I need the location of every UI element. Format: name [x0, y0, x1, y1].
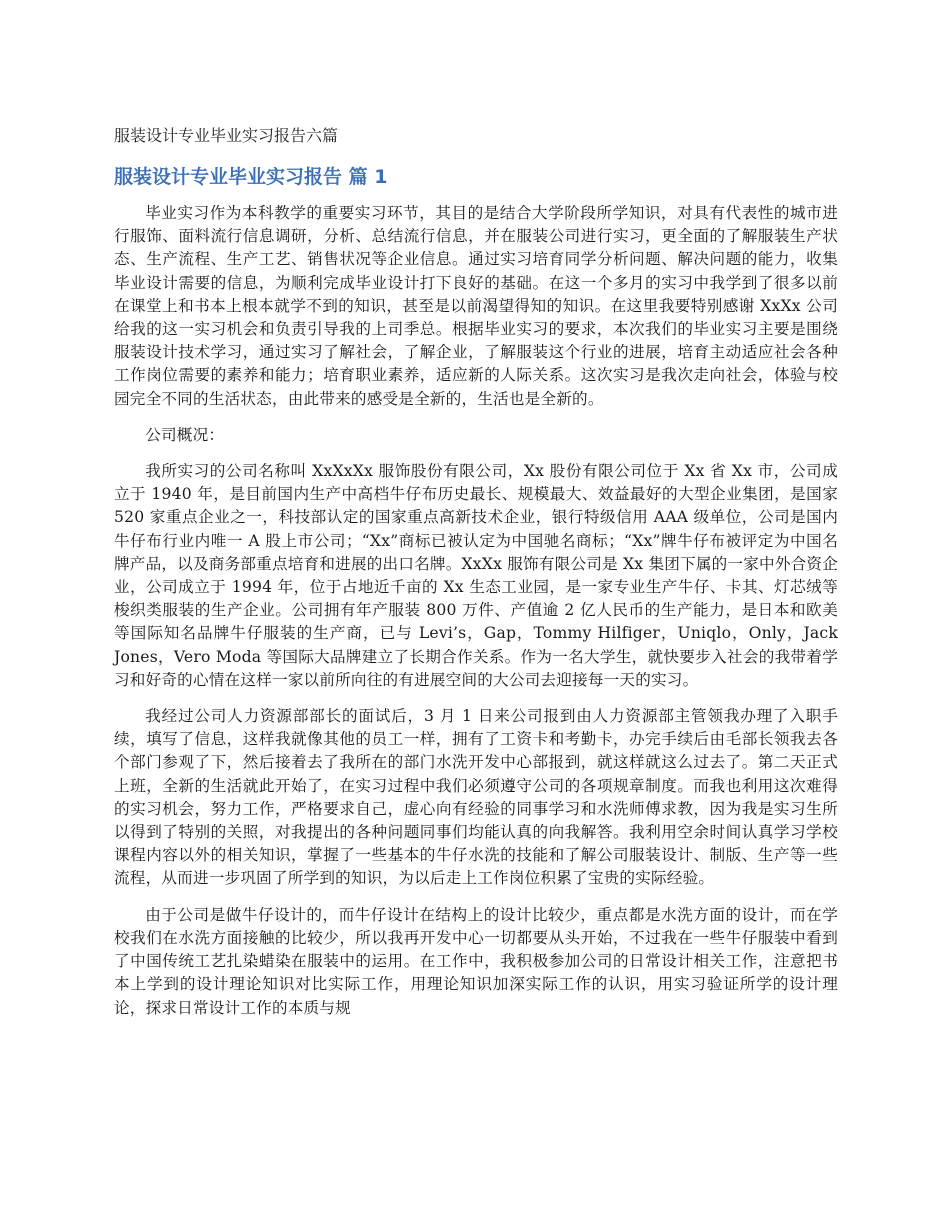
paragraph-intro: 毕业实习作为本科教学的重要实习环节，其目的是结合大学阶段所学知识，对具有代表性的城市进行服饰、面料流行信息调研，分析、总结流行信息，并在服装公司进行实习，更全面的了解服装生产状态、生产流程、生产工艺、销售状况等企业信息。通过实习培育同学分析问题、解决问题的能力，收集毕业设计需要的信息，为顺利完成毕业设计打下良好的基础。在这一个多月的实习中我学到了很多以前在课堂上和书本上根本就学不到的知识，甚至是以前渴望得知的知识。在这里我要特别感谢 XxXx 公司给我的这一实习机会和负责引导我的上司季总。根据毕业实习的要求，本次我们的毕业实习主要是围绕服装设计技术学习，通过实习了解社会，了解企业，了解服装这个行业的进展，培育主动适应社会各种工作岗位需要的素养和能力；培育职业素养，适应新的人际关系。这次实习是我次走向社会，体验与校园完全不同的生活状态，由此带来的感受是全新的，生活也是全新的。 — [114, 204, 838, 408]
section-heading: 服装设计专业毕业实习报告 篇 1 — [114, 166, 388, 188]
document-title: 服装设计专业毕业实习报告六篇 — [114, 126, 339, 145]
document-page — [114, 124, 838, 1033]
paragraph-onboarding: 我经过公司人力资源部部长的面试后，3 月 1 日来公司报到由人力资源部主管领我办理了入职手续，填写了信息，这样我就像其他的员工一样，拥有了工资卡和考勤卡，办完手续后由毛部长领我去各个部门参观了下，然后接着去了我所在的部门水洗开发中心部报到，就这样就这么过去了。第二天正式上班，全新的生活就此开始了，在实习过程中我们必须遵守公司的各项规章制度。而我也利用这次难得的实习机会，努力工作，严格要求自己，虚心向有经验的同事学习和水洗师傅求教，因为我是实习生所以得到了特别的关照，对我提出的各种问题同事们均能认真的向我解答。我利用空余时间认真学习学校课程内容以外的相关知识，掌握了一些基本的牛仔水洗的技能和了解公司服装设计、制版、生产等一些流程，从而进一步巩固了所学到的知识，为以后走上工作岗位积累了宝贵的实际经验。 — [114, 707, 838, 888]
paragraph-company-description: 我所实习的公司名称叫 XxXxXx 服饰股份有限公司，Xx 股份有限公司位于 Xx 省 Xx 市，公司成立于 1940 年，是目前国内生产中高档牛仔布历史最长、规模最大、效益最好的大型企业集团，是国家 520 家重点企业之一，科技部认定的国家重点高新技术企业，银行特级信用 AAA 级单位，公司是国内牛仔布行业内唯一 A 股上市公司；“Xx”商标已被认定为中国驰名商标；“Xx”牌牛仔布被评定为中国名牌产品，以及商务部重点培育和进展的出口名牌。XxXx 服饰有限公司是 Xx 集团下属的一家中外合资企业，公司成立于 1994 年，位于占地近千亩的 Xx 生态工业园，是一家专业生产牛仔、卡其、灯芯绒等梭织类服装的生产企业。公司拥有年产服装 800 万件、产值逾 2 亿人民币的生产能力，是日本和欧美等国际知名品牌牛仔服装的生产商，已与 Levi’s，Gap，Tommy Hilfiger，Uniqlo，Only，Jack Jones，Vero Moda 等国际大品牌建立了长期合作关系。作为一名大学生，就快要步入社会的我带着学习和好奇的心情在这样一家以前所向往的有进展空间的大公司去迎接每一天的实习。 — [114, 462, 838, 689]
paragraph-denim-design: 由于公司是做牛仔设计的，而牛仔设计在结构上的设计比较少，重点都是水洗方面的设计，而在学校我们在水洗方面接触的比较少，所以我再开发中心一切都要从头开始，不过我在一些牛仔服装中看到了中国传统工艺扎染蜡染在服装中的运用。在工作中，我积极参加公司的日常设计相关工作，注意把书本上学到的设计理论知识对比实际工作，用理论知识加深实际工作的认识，用实习验证所学的设计理论，探求日常设计工作的本质与规 — [114, 905, 838, 1017]
paragraph-company-overview-label: 公司概况： — [145, 425, 225, 444]
